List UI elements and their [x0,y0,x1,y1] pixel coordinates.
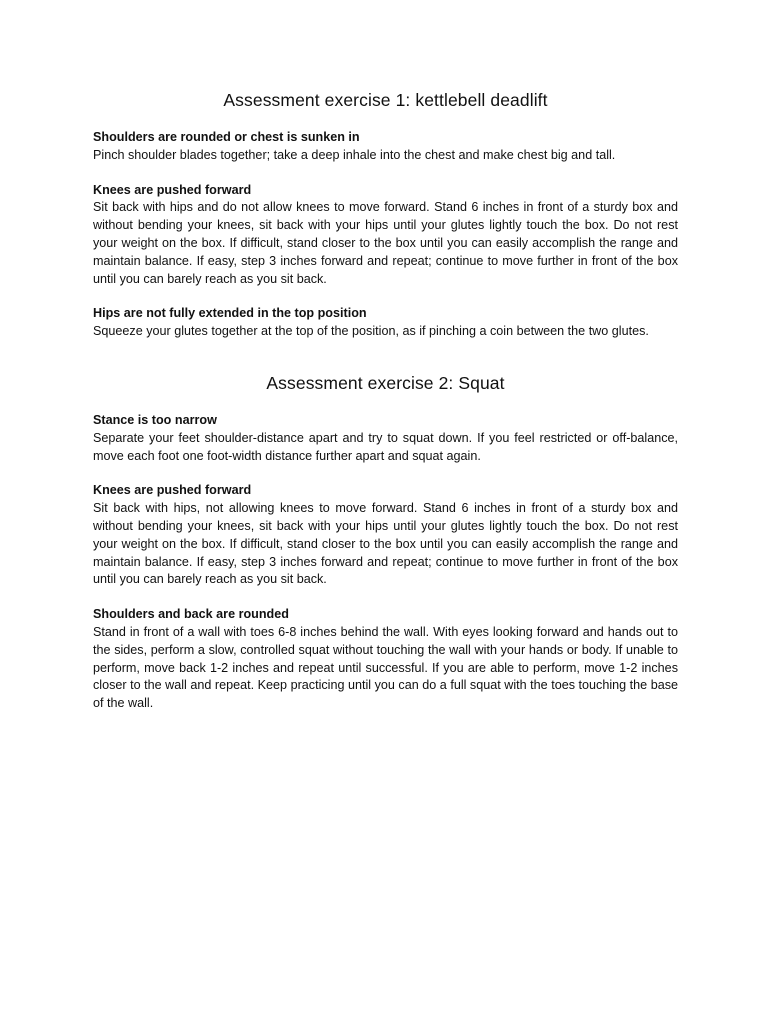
document-content [93,88,678,730]
issue-item [93,305,678,341]
issue-item [93,482,678,589]
section-title: Assessment exercise 1: kettlebell deadlift [223,90,548,110]
issue-item [93,412,678,465]
section-title: Assessment exercise 2: Squat [266,372,505,393]
issue-heading: Knees are pushed forward [93,483,252,498]
issue-heading: Hips are not fully extended in the top position [93,306,367,321]
issue-item [93,606,678,713]
issue-heading: Stance is too narrow [93,412,217,427]
issue-correction: Separate your feet shoulder-distance apart and try to squat down. If you feel restricted or off-balance, move each foot one foot-width distance further apart and squat again. [93,430,678,463]
issue-correction: Sit back with hips, not allowing knees to move forward. Stand 6 inches in front of a sturdy box and without bending your knees, sit back with your hips until your glutes lightly touch the box. Do not rest your weight on the box. If difficult, stand closer to the box until you can easily accomplish the range and maintain balance. If easy, step 3 inches forward and repeat; continue to move further in front of the box until you can barely reach as you sit back. [93,501,678,587]
issue-correction: Sit back with hips and do not allow knees to move forward. Stand 6 inches in front of a sturdy box and without bending your knees, sit back with your hips until your glutes lightly touch the box. Do not rest your weight on the box. If difficult, stand closer to the box until you can easily accomplish the range and maintain balance. If easy, step 3 inches forward and repeat; continue to move further in front of the box until you can barely reach as you sit back. [93,200,678,286]
section-squat [93,371,678,713]
issue-correction: Pinch shoulder blades together; take a deep inhale into the chest and make chest big and tall. [93,147,616,162]
issue-item [93,182,678,289]
issue-heading: Knees are pushed forward [93,182,252,197]
issue-correction: Stand in front of a wall with toes 6-8 inches behind the wall. With eyes looking forward and hands out to the sides, perform a slow, controlled squat without touching the wall with your hands or body. If unable to perform, move back 1-2 inches and repeat until successful. If you are able to perform, move 1-2 inches closer to the wall and repeat. Keep practicing until you can do a full squat with the toes touching the base of the wall. [93,624,678,711]
issue-heading: Shoulders are rounded or chest is sunken in [93,130,360,144]
issue-correction: Squeeze your glutes together at the top of the position, as if pinching a coin between the two glutes. [93,324,649,339]
section-kettlebell-deadlift [93,88,678,341]
issue-item [93,129,678,165]
issue-heading: Shoulders and back are rounded [93,607,289,622]
